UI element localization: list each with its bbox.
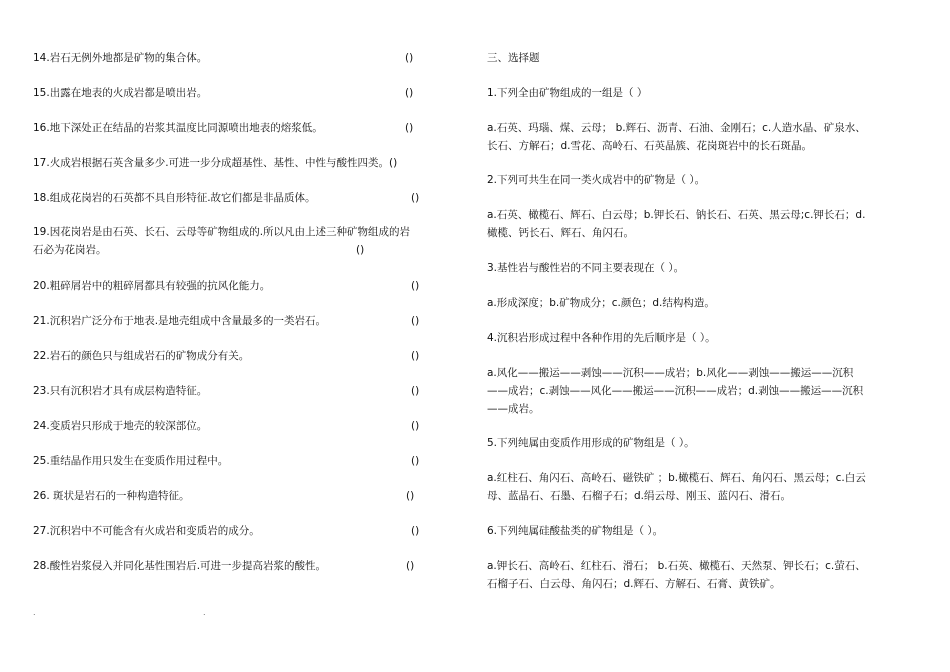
choice-5-question: 5.下列纯属由变质作用形成的矿物组是（ ）。 — [487, 437, 695, 449]
choice-4-options-cont: ——成岩；c.剥蚀——风化——搬运——沉积——成岩；d.剥蚀——搬运——沉积 — [487, 385, 864, 397]
question-20: 20.粗碎屑岩中的粗碎屑都具有较强的抗风化能力。 () — [33, 277, 453, 296]
footer-dot: . — [33, 608, 36, 617]
footer-dot: . — [203, 608, 206, 617]
question-14: 14.岩石无例外地都是矿物的集合体。 () — [33, 49, 453, 68]
choice-3-options: a.形成深度；b.矿物成分；c.颜色；d.结构构造。 — [487, 297, 715, 309]
answer-blank: () — [411, 350, 420, 362]
question-21: 21.沉积岩广泛分布于地表.是地壳组成中含量最多的一类岩石。 () — [33, 312, 453, 331]
choice-1-options-cont: 长石、方解石；d.雪花、高岭石、石英晶簇、花岗斑岩中的长石斑晶。 — [487, 140, 813, 152]
answer-blank: () — [405, 122, 414, 134]
question-18: 18.组成花岗岩的石英都不具自形特征.故它们都是非晶质体。 () — [33, 189, 453, 208]
choice-6-options: a.钾长石、高岭石、红柱石、滑石； b.石英、橄榄石、天然泵、钾长石；c.萤石、 — [487, 560, 866, 572]
choice-2-options-cont: 橄榄、钙长石、辉石、角闪石。 — [487, 227, 634, 239]
question-17: 17.火成岩根据石英含量多少.可进一步分成超基性、基性、中性与酸性四类。() — [33, 157, 398, 169]
question-19-line1: 19.因花岗岩是由石英、长石、云母等矿物组成的.所以凡由上述三种矿物组成的岩 — [33, 226, 411, 238]
question-25: 25.重结晶作用只发生在变质作用过程中。 () — [33, 452, 453, 471]
choice-2-options: a.石英、橄榄石、辉石、白云母；b.钾长石、钠长石、石英、黑云母;c.钾长石；d. — [487, 209, 866, 221]
question-22: 22.岩石的颜色只与组成岩石的矿物成分有关。 () — [33, 347, 453, 366]
question-16: 16.地下深处正在结晶的岩浆其温度比同源喷出地表的熔浆低。 () — [33, 119, 453, 138]
answer-blank: () — [411, 315, 420, 327]
choice-5-options: a.红柱石、角闪石、高岭石、磁铁矿 ；b.橄榄石、辉石、角闪石、黑云母；c.白云 — [487, 472, 866, 484]
choice-4-question: 4.沉积岩形成过程中各种作用的先后顺序是（ ）。 — [487, 332, 716, 344]
question-26: 26. 斑状是岩石的一种构造特征。 () — [33, 487, 453, 506]
answer-blank: () — [406, 490, 415, 502]
choice-4-options: a.风化——搬运——剥蚀——沉积——成岩；b.风化——剥蚀——搬运——沉积 — [487, 367, 854, 379]
question-24: 24.变质岩只形成于地壳的较深部位。 () — [33, 417, 453, 436]
answer-blank: () — [411, 385, 420, 397]
choice-3-question: 3.基性岩与酸性岩的不同主要表现在（ ）。 — [487, 262, 685, 274]
answer-blank: () — [411, 280, 420, 292]
choice-5-options-cont: 母、蓝晶石、石墨、石榴子石；d.绢云母、刚玉、蓝闪石、滑石。 — [487, 490, 792, 502]
answer-blank: () — [406, 560, 415, 572]
question-19-line2: 石必为花岗岩。 () — [33, 241, 453, 260]
question-15: 15.出露在地表的火成岩都是喷出岩。 () — [33, 84, 453, 103]
answer-blank: () — [405, 52, 414, 64]
section-title: 三、选择题 — [487, 52, 540, 64]
question-23: 23.只有沉积岩才具有成层构造特征。 () — [33, 382, 453, 401]
answer-blank: () — [405, 87, 414, 99]
question-27: 27.沉积岩中不可能含有火成岩和变质岩的成分。 () — [33, 522, 453, 541]
choice-4-options-cont2: ——成岩。 — [487, 403, 540, 415]
answer-blank: () — [411, 455, 420, 467]
answer-blank: () — [411, 192, 420, 204]
answer-blank: () — [411, 525, 420, 537]
choice-6-question: 6.下列纯属硅酸盐类的矿物组是（ ）。 — [487, 525, 664, 537]
choice-1-question: 1.下列全由矿物组成的一组是（ ） — [487, 87, 648, 99]
answer-blank: () — [356, 244, 365, 256]
choice-6-options-cont: 石榴子石、白云母、角闪石；d.辉石、方解石、石膏、黄铁矿。 — [487, 578, 781, 590]
question-28: 28.酸性岩浆侵入并同化基性围岩后.可进一步提高岩浆的酸性。 () — [33, 557, 453, 576]
answer-blank: () — [411, 420, 420, 432]
choice-2-question: 2.下列可共生在同一类火成岩中的矿物是（ ）。 — [487, 174, 706, 186]
choice-1-options: a.石英、玛瑙、煤、云母； b.辉石、沥青、石油、金刚石；c.人造水晶、矿泉水、 — [487, 122, 866, 134]
